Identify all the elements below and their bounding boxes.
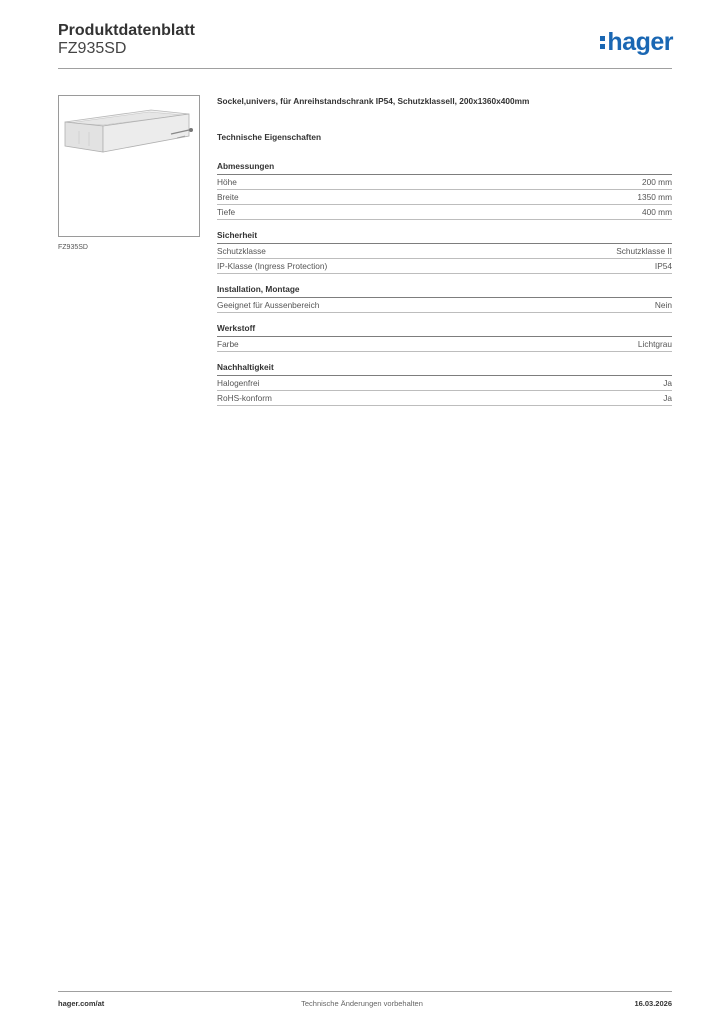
property-value: Ja <box>663 378 672 388</box>
property-value: 200 mm <box>642 177 672 187</box>
property-label: Schutzklasse <box>217 246 266 256</box>
product-code: FZ935SD <box>58 40 127 57</box>
footer-divider <box>58 991 672 992</box>
section-nachhaltigkeit <box>217 362 672 406</box>
property-value: Schutzklasse II <box>616 246 672 256</box>
tech-properties-heading: Technische Eigenschaften <box>217 132 322 142</box>
section-title: Nachhaltigkeit <box>217 362 672 376</box>
product-description: Sockel,univers, für Anreihstandschrank IP54, Schutzklassell, 200x1360x400mm <box>217 96 530 106</box>
property-row <box>217 376 672 391</box>
property-label: Geeignet für Aussenbereich <box>217 300 320 310</box>
logo-dots-icon <box>600 28 605 54</box>
footer-date: 16.03.2026 <box>634 999 672 1008</box>
section-title: Sicherheit <box>217 230 672 244</box>
product-details <box>217 96 672 416</box>
property-label: Farbe <box>217 339 239 349</box>
footer-website: hager.com/at <box>58 999 105 1008</box>
property-label: Höhe <box>217 177 237 187</box>
property-value: Lichtgrau <box>637 339 672 349</box>
property-label: Breite <box>217 192 239 202</box>
product-image <box>58 95 200 237</box>
property-row <box>217 175 672 190</box>
property-row <box>217 298 672 313</box>
property-label: Halogenfrei <box>217 378 260 388</box>
image-caption: FZ935SD <box>58 244 88 251</box>
section-sicherheit <box>217 230 672 274</box>
property-value: Ja <box>663 393 672 403</box>
section-werkstoff <box>217 323 672 352</box>
property-label: RoHS-konform <box>217 393 272 403</box>
property-sections <box>217 161 672 406</box>
logo-text: hager <box>607 28 673 56</box>
property-row <box>217 244 672 259</box>
section-title: Installation, Montage <box>217 284 672 298</box>
property-row <box>217 205 672 220</box>
property-row <box>217 259 672 274</box>
property-value: IP54 <box>654 261 672 271</box>
property-label: IP-Klasse (Ingress Protection) <box>217 261 328 271</box>
plinth-illustration-icon <box>59 96 199 236</box>
property-value: Nein <box>654 300 672 310</box>
hager-logo <box>600 28 673 56</box>
document-title: Produktdatenblatt <box>58 22 195 39</box>
section-title: Abmessungen <box>217 161 672 175</box>
footer-notice: Technische Änderungen vorbehalten <box>301 999 423 1008</box>
property-value: 400 mm <box>642 207 672 217</box>
property-row <box>217 391 672 406</box>
property-value: 1350 mm <box>637 192 672 202</box>
property-label: Tiefe <box>217 207 236 217</box>
header-divider <box>58 68 672 69</box>
section-installation-montage <box>217 284 672 313</box>
section-abmessungen <box>217 161 672 220</box>
property-row <box>217 190 672 205</box>
page-header <box>58 22 195 58</box>
section-title: Werkstoff <box>217 323 672 337</box>
property-row <box>217 337 672 352</box>
